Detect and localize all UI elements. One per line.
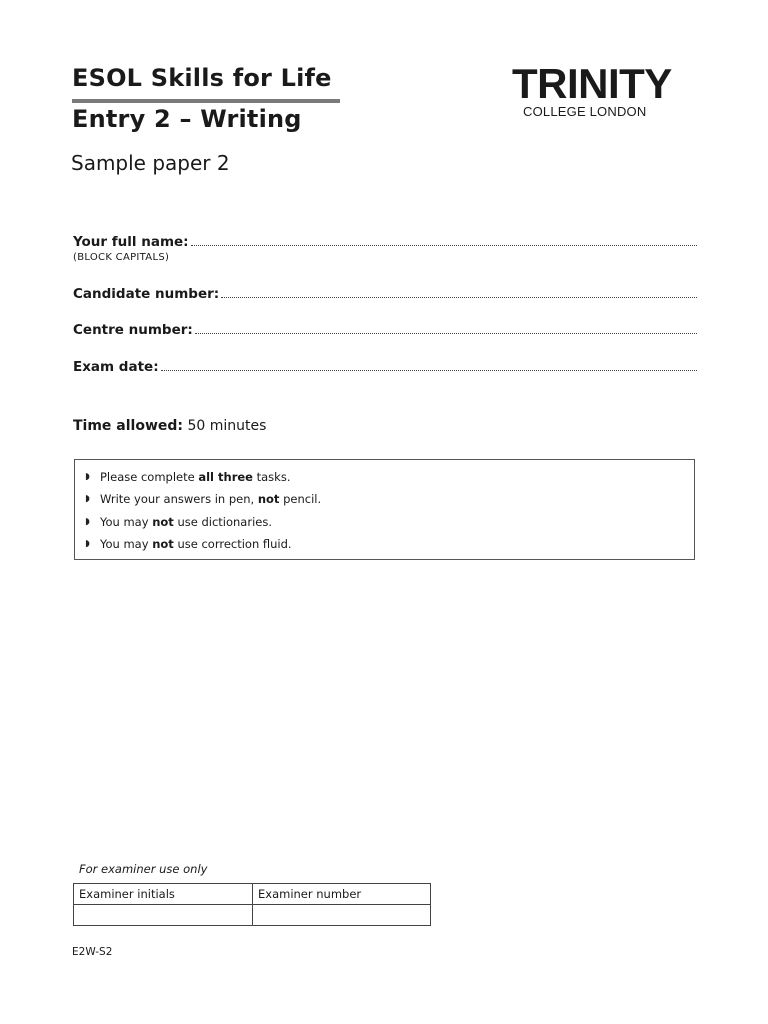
time-allowed-label: Time allowed: [73, 418, 184, 434]
examiner-number-header: Examiner number [253, 884, 431, 905]
examiner-number-cell[interactable] [253, 905, 431, 926]
full-name-field[interactable] [73, 233, 697, 250]
examiner-use-caption: For examiner use only [79, 862, 208, 876]
bullet-icon: ◗ [85, 516, 90, 527]
exam-date-field[interactable] [73, 358, 697, 375]
centre-number-line[interactable] [195, 321, 697, 334]
candidate-number-line[interactable] [221, 285, 697, 298]
examiner-table [73, 883, 431, 926]
paper-subtitle: Sample paper 2 [71, 151, 230, 175]
instruction-item: ◗ You may not use correction fluid. [85, 533, 694, 555]
candidate-number-label: Candidate number: [73, 286, 220, 302]
instructions-box [74, 459, 695, 560]
full-name-label: Your full name: [73, 234, 189, 250]
time-allowed [73, 418, 266, 434]
candidate-number-field[interactable] [73, 285, 697, 302]
title-divider [72, 99, 340, 103]
paper-title-line-2: Entry 2 – Writing [72, 105, 302, 133]
paper-title-line-1: ESOL Skills for Life [72, 64, 332, 92]
full-name-line[interactable] [191, 233, 697, 246]
centre-number-label: Centre number: [73, 322, 193, 338]
block-capitals-note: (BLOCK CAPITALS) [73, 252, 170, 263]
examiner-initials-header: Examiner initials [74, 884, 253, 905]
instruction-item: ◗ You may not use dictionaries. [85, 511, 694, 533]
trinity-logo: TRINITY [512, 60, 672, 107]
exam-date-label: Exam date: [73, 359, 159, 375]
time-allowed-value: 50 minutes [187, 418, 267, 434]
instruction-item: ◗ Write your answers in pen, not pencil. [85, 488, 694, 510]
paper-code: E2W-S2 [72, 946, 113, 958]
trinity-logo-subtitle: COLLEGE LONDON [523, 104, 647, 119]
exam-date-line[interactable] [161, 358, 697, 371]
bullet-icon: ◗ [85, 539, 90, 550]
centre-number-field[interactable] [73, 321, 697, 338]
bullet-icon: ◗ [85, 472, 90, 483]
examiner-initials-cell[interactable] [74, 905, 253, 926]
bullet-icon: ◗ [85, 494, 90, 505]
instruction-item: ◗ Please complete all three tasks. [85, 466, 694, 488]
instructions-list [75, 460, 694, 555]
